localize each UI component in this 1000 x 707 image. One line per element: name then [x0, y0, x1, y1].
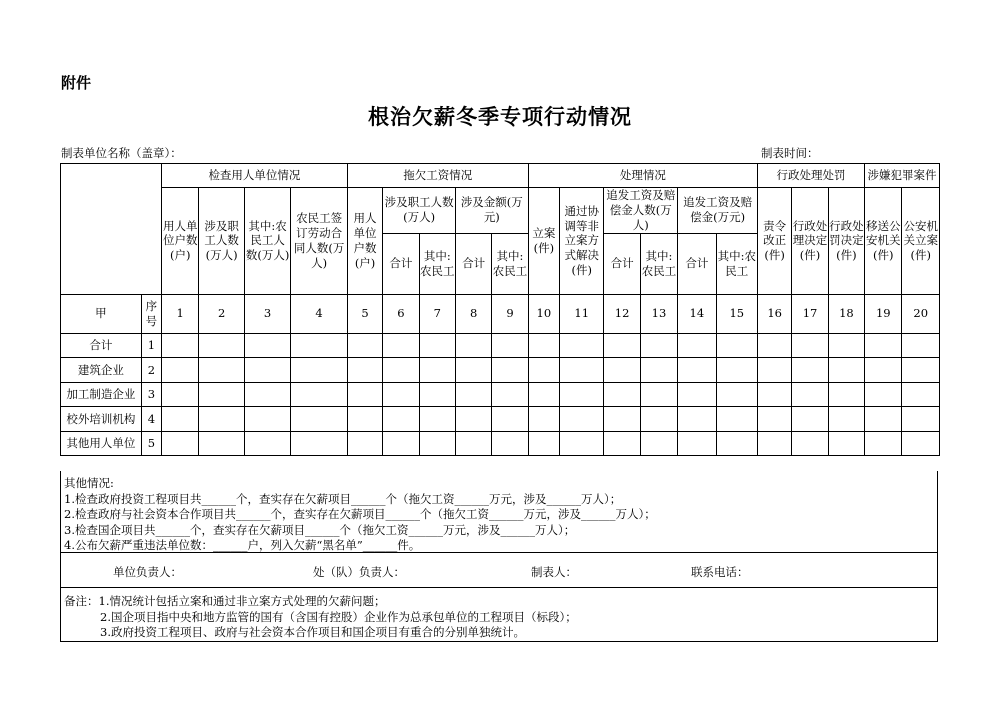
col-7-header: 其中:农民工 — [419, 233, 455, 294]
data-cell[interactable] — [162, 358, 199, 383]
data-cell[interactable] — [865, 431, 902, 456]
data-cell[interactable] — [678, 407, 716, 432]
data-cell[interactable] — [455, 333, 491, 358]
data-cell[interactable] — [792, 407, 828, 432]
col-4-header: 农民工签订劳动合同人数(万人) — [291, 188, 348, 295]
row-seq: 3 — [141, 382, 161, 407]
data-cell[interactable] — [291, 333, 348, 358]
data-cell[interactable] — [758, 358, 792, 383]
col-9-header: 其中:农民工 — [492, 233, 528, 294]
col-number: 6 — [383, 294, 419, 333]
col-number: 12 — [604, 294, 640, 333]
data-cell[interactable] — [199, 431, 244, 456]
data-cell[interactable] — [678, 333, 716, 358]
data-cell[interactable] — [383, 358, 419, 383]
data-cell[interactable] — [902, 407, 940, 432]
data-cell[interactable] — [640, 431, 677, 456]
subgroup-recover-amount: 追发工资及赔偿金(万元) — [678, 188, 758, 234]
data-cell[interactable] — [291, 358, 348, 383]
data-cell[interactable] — [383, 431, 419, 456]
note-line-1: 备注：1.情况统计包括立案和通过非立案方式处理的欠薪问题； — [64, 594, 386, 608]
data-cell[interactable] — [455, 407, 491, 432]
note-line-3: 3.政府投资工程项目、政府与社会资本合作项目和国企项目有重合的分别单独统计。 — [100, 625, 525, 639]
data-cell[interactable] — [492, 358, 528, 383]
other-heading: 其他情况: — [64, 476, 114, 490]
col-number: 8 — [455, 294, 491, 333]
data-cell[interactable] — [828, 431, 864, 456]
data-cell[interactable] — [419, 333, 455, 358]
col-number: 4 — [291, 294, 348, 333]
data-cell[interactable] — [678, 382, 716, 407]
data-cell[interactable] — [559, 333, 603, 358]
data-cell[interactable] — [492, 333, 528, 358]
data-cell[interactable] — [902, 358, 940, 383]
data-cell[interactable] — [492, 382, 528, 407]
col-5-header: 用人单位户数(户) — [347, 188, 382, 295]
unit-head-label: 单位负责人： — [113, 565, 182, 579]
row-seq: 2 — [141, 358, 161, 383]
data-cell[interactable] — [162, 333, 199, 358]
data-cell[interactable] — [716, 431, 757, 456]
data-cell[interactable] — [604, 382, 640, 407]
data-cell[interactable] — [199, 333, 244, 358]
col-number: 17 — [792, 294, 828, 333]
data-cell[interactable] — [528, 333, 559, 358]
col-number: 19 — [865, 294, 902, 333]
report-table — [60, 163, 940, 456]
col-number: 14 — [678, 294, 716, 333]
data-cell[interactable] — [291, 431, 348, 456]
col-number: 7 — [419, 294, 455, 333]
row-seq: 5 — [141, 431, 161, 456]
data-cell[interactable] — [865, 382, 902, 407]
row-label: 建筑企业 — [61, 358, 142, 383]
table-row — [61, 333, 940, 358]
data-cell[interactable] — [492, 407, 528, 432]
data-cell[interactable] — [865, 333, 902, 358]
data-cell[interactable] — [758, 333, 792, 358]
col-1-header: 用人单位户数(户) — [162, 188, 199, 295]
data-cell[interactable] — [199, 407, 244, 432]
other-line-2: 2.检查政府与社会资本合作项目共______个，查实存在欠薪项目______个（拖欠工资______万元，涉及______万人）； — [64, 507, 656, 521]
col-number: 13 — [640, 294, 677, 333]
data-cell[interactable] — [244, 333, 290, 358]
row-label: 合计 — [61, 333, 142, 358]
data-cell[interactable] — [244, 407, 290, 432]
col-20-header: 公安机关立案(件) — [902, 188, 940, 295]
data-cell[interactable] — [716, 382, 757, 407]
data-cell[interactable] — [347, 431, 382, 456]
data-cell[interactable] — [865, 358, 902, 383]
data-cell[interactable] — [347, 382, 382, 407]
group-crime: 涉嫌犯罪案件 — [865, 164, 940, 188]
col-number: 5 — [347, 294, 382, 333]
col-14-header: 合计 — [678, 233, 716, 294]
data-cell[interactable] — [199, 382, 244, 407]
data-cell[interactable] — [291, 407, 348, 432]
table-row — [61, 382, 940, 407]
data-cell[interactable] — [559, 382, 603, 407]
data-cell[interactable] — [162, 382, 199, 407]
data-cell[interactable] — [347, 333, 382, 358]
col-number: 3 — [244, 294, 290, 333]
data-cell[interactable] — [347, 358, 382, 383]
data-cell[interactable] — [199, 358, 244, 383]
table-row — [61, 358, 940, 383]
data-cell[interactable] — [758, 431, 792, 456]
col-6-header: 合计 — [383, 233, 419, 294]
data-cell[interactable] — [902, 333, 940, 358]
data-cell[interactable] — [559, 358, 603, 383]
data-cell[interactable] — [678, 431, 716, 456]
col-number: 20 — [902, 294, 940, 333]
col-number: 15 — [716, 294, 757, 333]
data-cell[interactable] — [716, 407, 757, 432]
group-arrears: 拖欠工资情况 — [347, 164, 528, 188]
data-cell[interactable] — [604, 333, 640, 358]
row-jia-label: 甲 — [61, 294, 142, 333]
corner-cell — [61, 164, 162, 295]
data-cell[interactable] — [528, 382, 559, 407]
data-cell[interactable] — [291, 382, 348, 407]
group-inspect: 检查用人单位情况 — [162, 164, 348, 188]
other-line-1: 1.检查政府投资工程项目共______个，查实存在欠薪项目______个（拖欠工资______万元，涉及______万人）； — [64, 491, 622, 506]
col-2-header: 涉及职工人数(万人) — [199, 188, 244, 295]
table-row — [61, 407, 940, 432]
other-line-4: 4.公布欠薪严重违法单位数：______户，列入欠薪“黑名单”______件。 — [64, 538, 421, 552]
data-cell[interactable] — [419, 358, 455, 383]
data-cell[interactable] — [528, 358, 559, 383]
data-cell[interactable] — [604, 358, 640, 383]
data-cell[interactable] — [640, 407, 677, 432]
row-seq-label: 序号 — [141, 294, 161, 333]
data-cell[interactable] — [244, 358, 290, 383]
data-cell[interactable] — [347, 407, 382, 432]
data-cell[interactable] — [792, 333, 828, 358]
col-number: 16 — [758, 294, 792, 333]
col-number: 10 — [528, 294, 559, 333]
data-cell[interactable] — [162, 431, 199, 456]
data-cell[interactable] — [640, 358, 677, 383]
data-cell[interactable] — [455, 382, 491, 407]
unit-name-label: 制表单位名称（盖章）： — [61, 146, 182, 160]
col-18-header: 行政处罚决定(件) — [828, 188, 864, 295]
subgroup-amount: 涉及金额(万元) — [455, 188, 528, 234]
data-cell[interactable] — [902, 431, 940, 456]
phone-label: 联系电话： — [691, 565, 749, 579]
data-cell[interactable] — [792, 358, 828, 383]
data-cell[interactable] — [559, 431, 603, 456]
data-cell[interactable] — [865, 407, 902, 432]
made-time-label: 制表时间： — [761, 146, 819, 160]
data-cell[interactable] — [559, 407, 603, 432]
data-cell[interactable] — [419, 431, 455, 456]
col-15-header: 其中:农民工 — [716, 233, 757, 294]
data-cell[interactable] — [419, 382, 455, 407]
note-line-2: 2.国企项目指中央和地方监管的国有（含国有控股）企业作为总承包单位的工程项目（标段）； — [100, 609, 577, 624]
col-8-header: 合计 — [455, 233, 491, 294]
page-title: 根治欠薪冬季专项行动情况 — [368, 104, 632, 129]
col-number: 18 — [828, 294, 864, 333]
col-13-header: 其中:农民工 — [640, 233, 677, 294]
data-cell[interactable] — [383, 333, 419, 358]
data-cell[interactable] — [902, 382, 940, 407]
row-label: 其他用人单位 — [61, 431, 142, 456]
col-number: 11 — [559, 294, 603, 333]
col-number: 9 — [492, 294, 528, 333]
col-17-header: 行政处理决定(件) — [792, 188, 828, 295]
attachment-label: 附件 — [61, 74, 92, 92]
data-cell[interactable] — [828, 333, 864, 358]
data-cell[interactable] — [828, 407, 864, 432]
other-situation — [60, 471, 938, 553]
data-cell[interactable] — [383, 407, 419, 432]
data-cell[interactable] — [828, 358, 864, 383]
row-seq: 4 — [141, 407, 161, 432]
group-admin: 行政处理处罚 — [758, 164, 865, 188]
data-cell[interactable] — [528, 431, 559, 456]
data-cell[interactable] — [419, 407, 455, 432]
data-cell[interactable] — [244, 431, 290, 456]
data-cell[interactable] — [640, 382, 677, 407]
subgroup-recover-people: 追发工资及赔偿金人数(万人) — [604, 188, 678, 234]
data-cell[interactable] — [640, 333, 677, 358]
office-head-label: 处（队）负责人： — [313, 565, 405, 579]
data-cell[interactable] — [528, 407, 559, 432]
row-seq: 1 — [141, 333, 161, 358]
col-10-header: 立案(件) — [528, 188, 559, 295]
row-label: 校外培训机构 — [61, 407, 142, 432]
col-11-header: 通过协调等非立案方式解决(件) — [559, 188, 603, 295]
subgroup-workers: 涉及职工人数(万人) — [383, 188, 456, 234]
data-cell[interactable] — [492, 431, 528, 456]
row-label: 加工制造企业 — [61, 382, 142, 407]
data-cell[interactable] — [244, 382, 290, 407]
col-number: 1 — [162, 294, 199, 333]
col-3-header: 其中:农民工人数(万人) — [244, 188, 290, 295]
col-number: 2 — [199, 294, 244, 333]
data-cell[interactable] — [716, 333, 757, 358]
data-cell[interactable] — [383, 382, 419, 407]
maker-label: 制表人： — [531, 565, 577, 579]
notes — [60, 588, 938, 642]
data-cell[interactable] — [162, 407, 199, 432]
data-cell[interactable] — [455, 431, 491, 456]
col-19-header: 移送公安机关(件) — [865, 188, 902, 295]
data-cell[interactable] — [604, 431, 640, 456]
data-cell[interactable] — [758, 407, 792, 432]
data-cell[interactable] — [455, 358, 491, 383]
col-16-header: 责令改正(件) — [758, 188, 792, 295]
data-cell[interactable] — [828, 382, 864, 407]
other-line-3: 3.检查国企项目共______个，查实存在欠薪项目______个（拖欠工资______万元，涉及______万人）； — [64, 522, 576, 537]
group-handling: 处理情况 — [528, 164, 757, 188]
col-12-header: 合计 — [604, 233, 640, 294]
table-row — [61, 431, 940, 456]
data-cell[interactable] — [792, 431, 828, 456]
data-cell[interactable] — [792, 382, 828, 407]
signature-row — [60, 553, 938, 588]
data-cell[interactable] — [716, 358, 757, 383]
data-cell[interactable] — [678, 358, 716, 383]
data-cell[interactable] — [758, 382, 792, 407]
data-cell[interactable] — [604, 407, 640, 432]
